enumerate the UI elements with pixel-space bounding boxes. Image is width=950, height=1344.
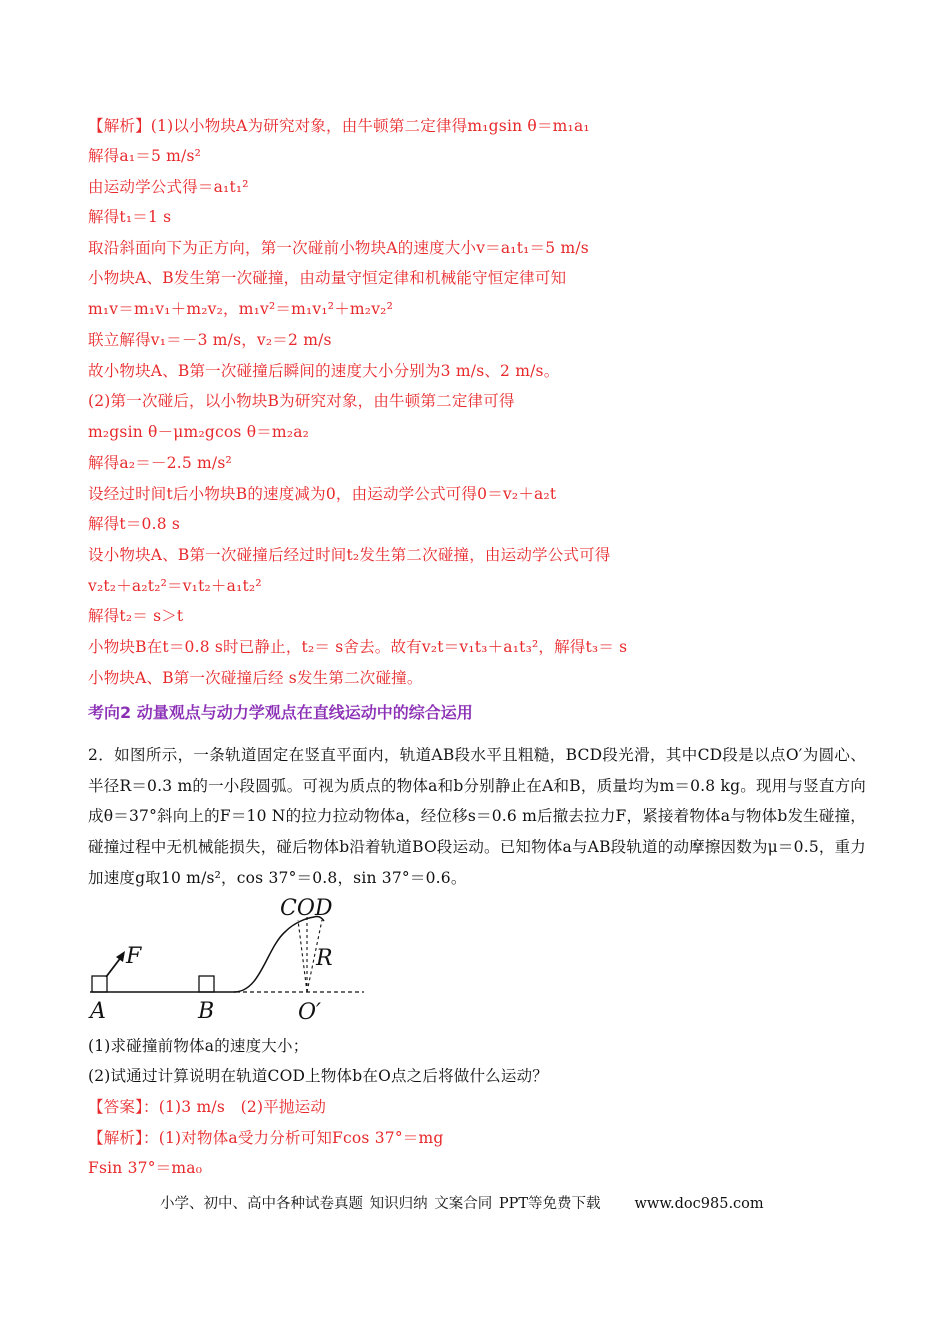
footer-text: 小学、初中、高中各种试卷真题 知识归纳 文案合同 PPT等免费下载 [160, 1196, 601, 1212]
analysis-line: 设经过时间t后小物块B的速度减为0，由运动学公式可得0＝v₂＋a₂t [88, 485, 557, 503]
label-A: A [90, 999, 106, 1024]
analysis-line: Fsin 37°＝ma₀ [88, 1159, 203, 1177]
analysis-line: 小物块A、B发生第一次碰撞，由动量守恒定律和机械能守恒定律可知 [88, 269, 567, 287]
label-R: R [316, 946, 333, 971]
block-b [199, 976, 214, 992]
question-1: (1)求碰撞前物体a的速度大小； [88, 1037, 309, 1055]
question-2: (2)试通过计算说明在轨道COD上物体b在O点之后将做什么运动？ [88, 1067, 548, 1085]
track-diagram [86, 893, 366, 1025]
label-F: F [126, 944, 142, 969]
block-a [92, 976, 107, 992]
analysis-line: 小物块A、B第一次碰撞后经 s发生第二次碰撞。 [88, 669, 423, 687]
analysis-line: 解得t＝0.8 s [88, 515, 181, 533]
analysis-line: 由运动学公式得＝a₁t₁² [88, 178, 249, 196]
analysis-line: 取沿斜面向下为正方向，第一次碰前小物块A的速度大小v＝a₁t₁＝5 m/s [88, 239, 589, 257]
analysis-line: 设小物块A、B第一次碰撞后经过时间t₂发生第二次碰撞，由运动学公式可得 [88, 546, 611, 564]
label-COD: COD [280, 896, 333, 921]
analysis-line: 联立解得v₁＝－3 m/s，v₂＝2 m/s [88, 331, 332, 349]
answer-line: 【答案】：(1)3 m/s (2)平抛运动 [88, 1098, 327, 1116]
analysis-line: 故小物块A、B第一次碰撞后瞬间的速度大小分别为3 m/s、2 m/s。 [88, 362, 560, 380]
analysis-line: (2)第一次碰后，以小物块B为研究对象，由牛顿第二定律可得 [88, 392, 515, 410]
label-B: B [198, 999, 215, 1024]
section-heading: 考向2 动量观点与动力学观点在直线运动中的综合运用 [88, 703, 473, 722]
analysis-line: m₁v＝m₁v₁＋m₂v₂，m₁v²＝m₁v₁²＋m₂v₂² [88, 300, 394, 318]
analysis-line: 【解析】：(1)对物体a受力分析可知Fcos 37°＝mg [88, 1129, 444, 1147]
analysis-line: 解得a₂＝－2.5 m/s² [88, 454, 232, 472]
analysis-line: v₂t₂＋a₂t₂²＝v₁t₂＋a₁t₂² [88, 577, 262, 595]
label-O-prime: O′ [298, 1000, 322, 1025]
analysis-line: 解得t₂＝ s＞t [88, 607, 184, 625]
analysis-line: 解得a₁＝5 m/s² [88, 147, 202, 165]
problem-text: 2．如图所示，一条轨道固定在竖直平面内，轨道AB段水平且粗糙，BCD段光滑，其中CD段是以点O′为圆心、半径R＝0.3 m的一小段圆弧。可视为质点的物体a和b分别静止在A和B，质量均为m＝0.8 kg。现用与竖直方向成θ＝37°斜向上的F＝10 N的拉力拉动物体a，经位移s＝0.6 m后撤去拉力F，紧接着物体a与物体b发生碰撞，碰撞过程中无机械能损失，碰后物体b沿着轨道BO段运动。已知物体a与AB段轨道的动摩擦因数为μ＝0.5，重力加速度g取10 m/s²，cos 37°＝0.8，sin 37°＝0.6。 [88, 746, 866, 887]
footer-site: www.doc985.com [634, 1196, 764, 1212]
analysis-line: 【解析】(1)以小物块A为研究对象，由牛顿第二定律得m₁gsin θ＝m₁a₁ [88, 117, 590, 135]
analysis-line: 小物块B在t＝0.8 s时已静止，t₂＝ s舍去。故有v₂t＝v₁t₃＋a₁t₃²，解得t₃＝ s [88, 638, 628, 656]
page-footer [160, 1192, 764, 1213]
analysis-line: 解得t₁＝1 s [88, 208, 172, 226]
analysis-line: m₂gsin θ－μm₂gcos θ＝m₂a₂ [88, 423, 310, 441]
